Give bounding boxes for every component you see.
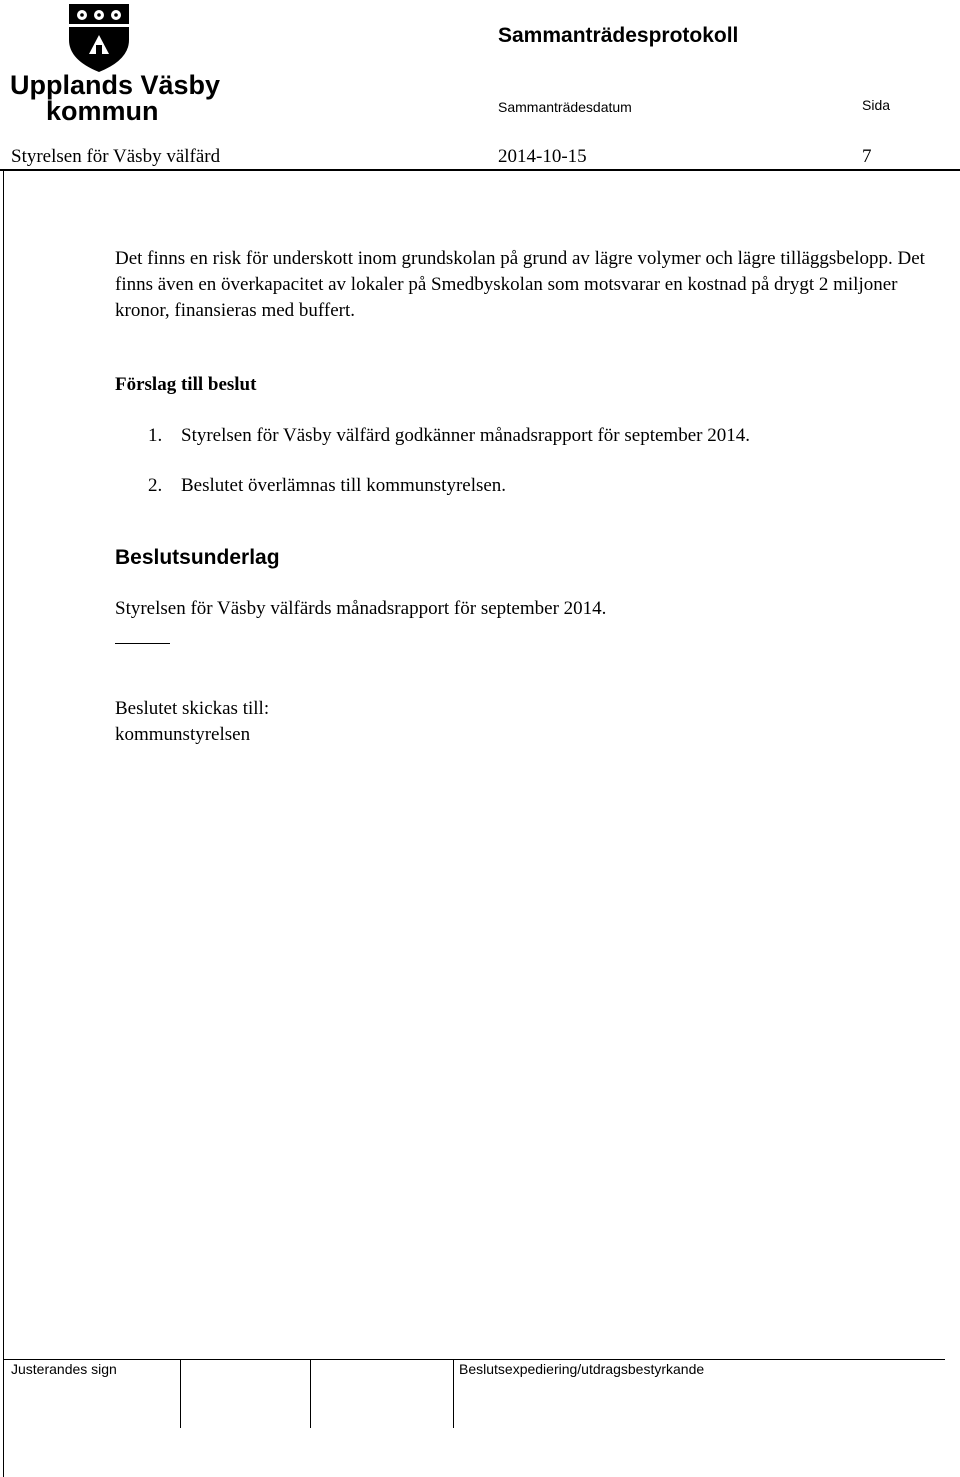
proposal-item-number: 2.	[148, 475, 163, 496]
basis-heading: Beslutsunderlag	[115, 546, 280, 569]
proposal-item	[148, 425, 750, 447]
sign-label: Justerandes sign	[11, 1361, 117, 1377]
page-number: 7	[862, 146, 872, 167]
sent-to-label: Beslutet skickas till:	[115, 698, 270, 719]
separator-line	[115, 643, 170, 644]
logo-name-line2: kommun	[46, 96, 159, 126]
logo-name-line1: Upplands Väsby	[10, 70, 221, 100]
proposal-heading: Förslag till beslut	[115, 374, 257, 395]
municipality-logo	[8, 2, 221, 126]
proposal-item-text: Beslutet överlämnas till kommunstyrelsen.	[181, 475, 507, 496]
sent-to-recipient: kommunstyrelsen	[115, 724, 251, 745]
left-margin-rule	[3, 169, 4, 1477]
meeting-date-label: Sammanträdesdatum	[498, 99, 632, 115]
expedition-label: Beslutsexpediering/utdragsbestyrkande	[459, 1361, 705, 1377]
header-divider	[0, 169, 960, 171]
proposal-item	[148, 475, 506, 497]
page-label: Sida	[862, 97, 891, 113]
proposal-item-number: 1.	[148, 425, 163, 446]
sent-to-block	[115, 696, 269, 748]
body-paragraph: Det finns en risk för underskott inom grundskolan på grund av lägre volymer och lägre tilläggsbelopp. Det finns även en överkapacitet av lokaler på Smedbyskolan som motsvarar en kostnad på drygt 2 miljoner kronor, finansieras med buffert.	[115, 248, 925, 321]
footer-column-divider	[180, 1359, 181, 1428]
proposal-item-text: Styrelsen för Väsby välfärd godkänner månadsrapport för september 2014.	[181, 425, 750, 446]
organization-name: Styrelsen för Väsby välfärd	[11, 146, 221, 167]
footer-divider	[3, 1359, 945, 1360]
basis-text: Styrelsen för Väsby välfärds månadsrapport för september 2014.	[115, 598, 607, 619]
footer-column-divider	[453, 1359, 454, 1428]
document-type: Sammanträdesprotokoll	[498, 24, 739, 47]
coat-of-arms-icon	[8, 2, 221, 126]
meeting-date: 2014-10-15	[498, 146, 587, 167]
footer-column-divider	[310, 1359, 311, 1428]
